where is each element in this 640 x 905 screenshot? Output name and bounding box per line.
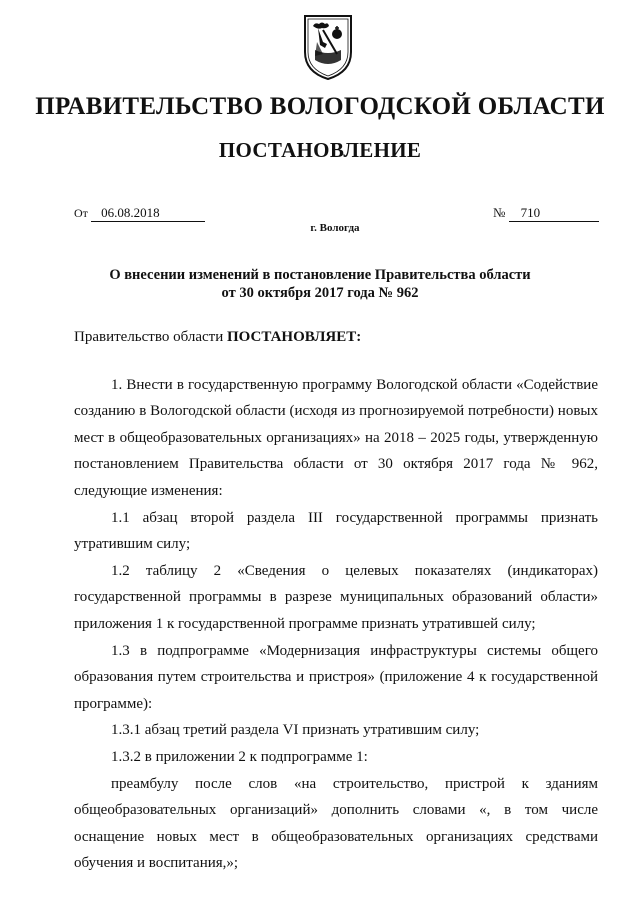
number-prefix: № — [493, 205, 506, 220]
government-title: ПРАВИТЕЛЬСТВО ВОЛОГОДСКОЙ ОБЛАСТИ — [35, 93, 605, 120]
paragraph-preamble: преамбулу после слов «на строительство, пристрой к зданиям общеобразовательных организаций» дополнить словами «, в том числе оснащение новых мест в общеобразовательных организациях средствами обучения и воспитания,»; — [74, 775, 598, 872]
paragraph-1: 1. Внести в государственную программу Вологодской области «Содействие созданию в Вологодской области (исходя из прогнозируемой потребности) новых мест в общеобразовательных организациях» на 2018 – 2025 годы, утвержденную постановлением Правительства области от 30 октября 2017 года № 962, следующие изменения: — [74, 376, 598, 499]
decree-keyword: ПОСТАНОВЛЯЕТ: — [226, 329, 362, 345]
paragraph-1-3-1: 1.3.1 абзац третий раздела VI признать утратившим силу; — [111, 722, 480, 739]
document-type: ПОСТАНОВЛЕНИЕ — [218, 138, 422, 162]
decree-intro — [74, 324, 598, 351]
subject-line-1: О внесении изменений в постановление Правительства области — [109, 267, 531, 283]
decree-intro-text: Правительство области — [74, 329, 227, 345]
document-number: 710 — [509, 205, 599, 222]
document-body — [74, 324, 598, 877]
document-date: 06.08.2018 — [91, 205, 205, 222]
paragraph-1-3-2: 1.3.2 в приложении 2 к подпрограмме 1: — [111, 748, 368, 765]
document-subject — [0, 266, 640, 302]
paragraph-1-1: 1.1 абзац второй раздела III государственной программы признать утратившим силу; — [74, 509, 598, 553]
subject-line-2: от 30 октября 2017 года № 962 — [221, 285, 419, 301]
paragraph-1-2: 1.2 таблицу 2 «Сведения о целевых показателях (индикаторах) государственной программы в разрезе муниципальных образований области» приложения 1 к государственной программе признать утратившей силу; — [74, 562, 598, 632]
coat-of-arms-icon — [301, 12, 355, 82]
document-date-line — [74, 205, 205, 222]
document-city: г. Вологда — [310, 222, 360, 234]
document-number-line — [493, 205, 599, 222]
paragraph-1-3: 1.3 в подпрограмме «Модернизация инфраструктуры системы общего образования путем строительства и пристроя» (приложение 4 к государственной программе): — [74, 642, 598, 712]
date-prefix: От — [74, 206, 88, 220]
